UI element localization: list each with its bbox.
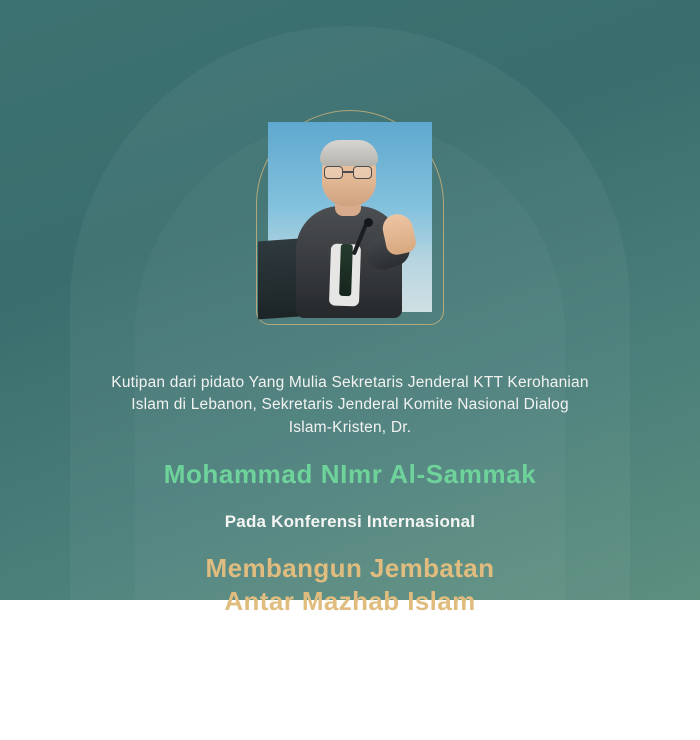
photo-necktie <box>339 244 353 296</box>
event-title <box>110 552 590 617</box>
photo-glasses-bridge <box>343 171 353 173</box>
text-content-block <box>0 372 700 617</box>
photo-glasses-right-lens <box>353 166 372 179</box>
photo-hair <box>320 140 378 166</box>
photo-glasses-left-lens <box>324 166 343 179</box>
event-title-line-2: Antar Mazhab Islam <box>224 585 476 616</box>
event-title-line-1: Membangun Jembatan <box>205 553 495 584</box>
event-pretitle: Pada Konferensi Internasional <box>224 512 476 532</box>
quote-intro-text: Kutipan dari pidato Yang Mulia Sekretaris Jenderal KTT Kerohanian Islam di Lebanon, Sekretaris Jenderal Komite Nasional Dialog Islam-Kristen, Dr. <box>111 374 589 436</box>
speaker-name: Mohammad NImr Al-Sammak <box>163 459 537 490</box>
speaker-photo <box>268 122 432 312</box>
photo-microphone-head <box>364 218 373 227</box>
